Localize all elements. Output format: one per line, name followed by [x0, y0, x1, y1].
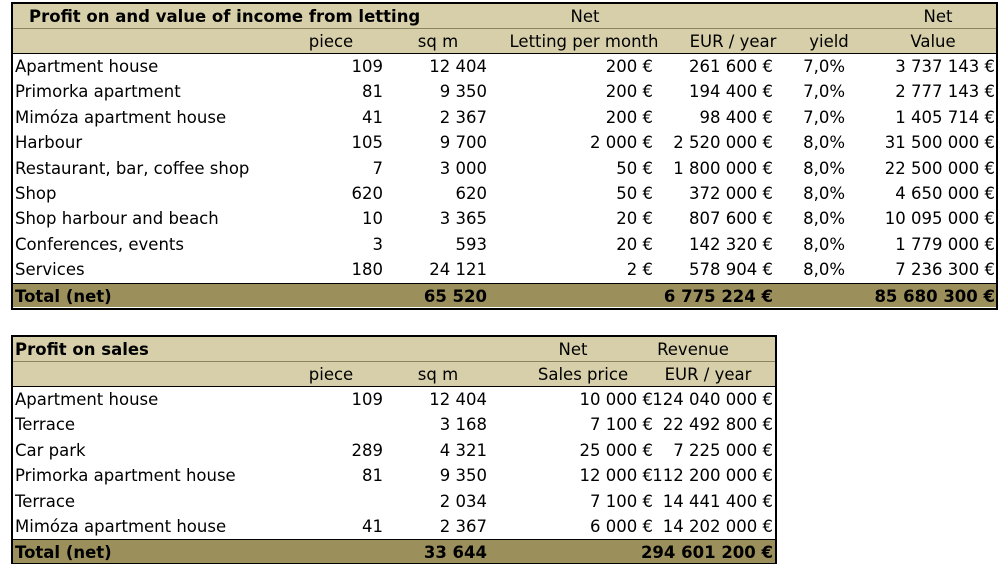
- table-row: [13, 489, 775, 514]
- cell-value: 1 779 000 €: [895, 234, 995, 254]
- cell-piece: 105: [351, 133, 383, 153]
- cell-eur-year: 261 600 €: [689, 57, 773, 76]
- table-row: [13, 79, 996, 104]
- cell-sqm: 12 404: [429, 390, 487, 409]
- cell-letting-per-month: 2 €: [626, 260, 653, 280]
- cell-name: Restaurant, bar, coffee shop: [15, 158, 250, 178]
- letting-body: [13, 54, 996, 283]
- cell-letting-per-month: 200 €: [605, 107, 653, 127]
- cell-sqm: 3 168: [439, 415, 487, 435]
- cell-name: Shop harbour and beach: [15, 209, 219, 229]
- sales-title-row: [13, 337, 775, 362]
- cell-value: 2 777 143 €: [895, 82, 995, 102]
- cell-value: 10 095 000 €: [884, 209, 995, 229]
- letting-title-row: [13, 4, 996, 29]
- table-row: [13, 105, 996, 130]
- cell-eur-year: 578 904 €: [689, 260, 773, 280]
- cell-piece: 81: [362, 466, 383, 486]
- cell-sales-price: 25 000 €: [579, 440, 653, 460]
- cell-sqm: 620: [455, 183, 487, 203]
- sales-total-label: Total (net): [15, 543, 112, 563]
- cell-sqm: 2 034: [439, 491, 487, 511]
- cell-yield: 7,0%: [803, 57, 845, 76]
- sales-total-row: [13, 539, 775, 563]
- col-yield: yield: [809, 32, 849, 51]
- cell-sqm: 593: [455, 234, 487, 254]
- cell-piece: 10: [362, 209, 383, 229]
- col-piece: piece: [308, 365, 354, 384]
- table-row: [13, 181, 996, 206]
- cell-yield: 8,0%: [803, 158, 845, 178]
- cell-piece: 3: [372, 234, 383, 254]
- cell-eur-year: 7 225 000 €: [673, 440, 773, 460]
- letting-total-label: Total (net): [15, 286, 112, 306]
- cell-eur-year: 1 800 000 €: [673, 158, 773, 178]
- cell-piece: 81: [362, 82, 383, 102]
- cell-name: Conferences, events: [15, 234, 184, 254]
- col-sales-price: Sales price: [537, 365, 629, 384]
- cell-value: 7 236 300 €: [895, 260, 995, 280]
- table-row: [13, 206, 996, 231]
- col-piece: piece: [308, 32, 354, 51]
- cell-name: Services: [15, 260, 85, 280]
- cell-piece: 7: [372, 158, 383, 178]
- cell-letting-per-month: 2 000 €: [590, 133, 653, 153]
- cell-eur-year: 14 441 400 €: [662, 491, 773, 511]
- col-eur-year: EUR / year: [664, 365, 752, 384]
- sales-table: [11, 335, 777, 564]
- cell-eur-year: 14 202 000 €: [662, 516, 773, 536]
- cell-yield: 8,0%: [803, 183, 845, 203]
- table-row: [13, 257, 996, 282]
- cell-name: Apartment house: [15, 57, 159, 76]
- table-row: [13, 54, 996, 79]
- cell-piece: 41: [362, 107, 383, 127]
- cell-piece: 180: [351, 260, 383, 280]
- cell-name: Mimóza apartment house: [15, 516, 227, 536]
- cell-eur-year: 372 000 €: [689, 183, 773, 203]
- cell-eur-year: 124 040 000 €: [652, 390, 773, 409]
- cell-sales-price: 6 000 €: [590, 516, 653, 536]
- cell-letting-per-month: 20 €: [616, 234, 653, 254]
- cell-sqm: 3 365: [439, 209, 487, 229]
- cell-eur-year: 112 200 000 €: [652, 466, 773, 486]
- cell-sqm: 2 367: [439, 516, 487, 536]
- table-row: [13, 387, 775, 412]
- letting-total-row: [13, 283, 996, 307]
- cell-piece: 109: [351, 390, 383, 409]
- cell-sqm: 9 350: [439, 466, 487, 486]
- table-row: [13, 156, 996, 181]
- cell-yield: 8,0%: [803, 234, 845, 254]
- letting-header-net-value: Net: [923, 7, 953, 26]
- cell-name: Harbour: [15, 133, 83, 153]
- letting-total-sqm: 65 520: [423, 286, 487, 306]
- cell-sqm: 9 700: [439, 133, 487, 153]
- cell-piece: 41: [362, 516, 383, 536]
- cell-letting-per-month: 50 €: [616, 158, 653, 178]
- cell-eur-year: 142 320 €: [689, 234, 773, 254]
- letting-column-header-row: [13, 29, 996, 54]
- col-sqm: sq m: [417, 365, 459, 384]
- cell-name: Shop: [15, 183, 57, 203]
- cell-value: 4 650 000 €: [895, 183, 995, 203]
- cell-yield: 7,0%: [803, 107, 845, 127]
- cell-value: 1 405 714 €: [895, 107, 995, 127]
- cell-sales-price: 7 100 €: [590, 415, 653, 435]
- table-row: [13, 412, 775, 437]
- col-eur-year: EUR / year: [689, 32, 777, 51]
- col-value: Value: [910, 32, 956, 51]
- sales-column-header-row: [13, 362, 775, 387]
- cell-sales-price: 7 100 €: [590, 491, 653, 511]
- cell-name: Primorka apartment house: [15, 466, 236, 486]
- sales-total-sqm: 33 644: [423, 543, 487, 563]
- cell-eur-year: 98 400 €: [699, 107, 773, 127]
- sales-header-net: Net: [558, 340, 588, 359]
- cell-eur-year: 22 492 800 €: [662, 415, 773, 435]
- cell-sqm: 3 000: [439, 158, 487, 178]
- cell-eur-year: 807 600 €: [689, 209, 773, 229]
- cell-name: Apartment house: [15, 390, 159, 409]
- cell-letting-per-month: 20 €: [616, 209, 653, 229]
- letting-header-net: Net: [570, 7, 600, 26]
- cell-letting-per-month: 200 €: [605, 57, 653, 76]
- cell-yield: 8,0%: [803, 209, 845, 229]
- cell-sqm: 9 350: [439, 82, 487, 102]
- cell-yield: 8,0%: [803, 260, 845, 280]
- cell-yield: 7,0%: [803, 82, 845, 102]
- cell-letting-per-month: 200 €: [605, 82, 653, 102]
- letting-total-value: 85 680 300 €: [874, 286, 995, 306]
- col-letting-per-month: Letting per month: [509, 32, 659, 51]
- cell-value: 3 737 143 €: [895, 57, 995, 76]
- cell-sqm: 24 121: [429, 260, 487, 280]
- table-row: [13, 232, 996, 257]
- cell-name: Terrace: [15, 415, 76, 435]
- letting-total-eur-year: 6 775 224 €: [663, 286, 773, 306]
- cell-name: Mimóza apartment house: [15, 107, 227, 127]
- letting-title: Profit on and value of income from letting: [29, 7, 421, 26]
- sales-header-revenue: Revenue: [657, 340, 729, 359]
- cell-value: 31 500 000 €: [884, 133, 995, 153]
- cell-piece: 620: [351, 183, 383, 203]
- cell-value: 22 500 000 €: [884, 158, 995, 178]
- col-sqm: sq m: [417, 32, 459, 51]
- sales-body: [13, 387, 775, 539]
- cell-letting-per-month: 50 €: [616, 183, 653, 203]
- cell-sqm: 2 367: [439, 107, 487, 127]
- table-row: [13, 514, 775, 539]
- sales-title: Profit on sales: [15, 340, 149, 359]
- cell-name: Terrace: [15, 491, 76, 511]
- table-row: [13, 130, 996, 155]
- cell-eur-year: 194 400 €: [689, 82, 773, 102]
- cell-sqm: 4 321: [439, 440, 487, 460]
- cell-sales-price: 12 000 €: [579, 466, 653, 486]
- cell-eur-year: 2 520 000 €: [673, 133, 773, 153]
- sales-total-eur-year: 294 601 200 €: [640, 543, 773, 563]
- cell-name: Car park: [15, 440, 86, 460]
- cell-piece: 289: [351, 440, 383, 460]
- cell-name: Primorka apartment: [15, 82, 181, 102]
- cell-sqm: 12 404: [429, 57, 487, 76]
- table-row: [13, 463, 775, 488]
- cell-sales-price: 10 000 €: [579, 390, 653, 409]
- cell-piece: 109: [351, 57, 383, 76]
- table-row: [13, 438, 775, 463]
- cell-yield: 8,0%: [803, 133, 845, 153]
- letting-table: [11, 2, 998, 310]
